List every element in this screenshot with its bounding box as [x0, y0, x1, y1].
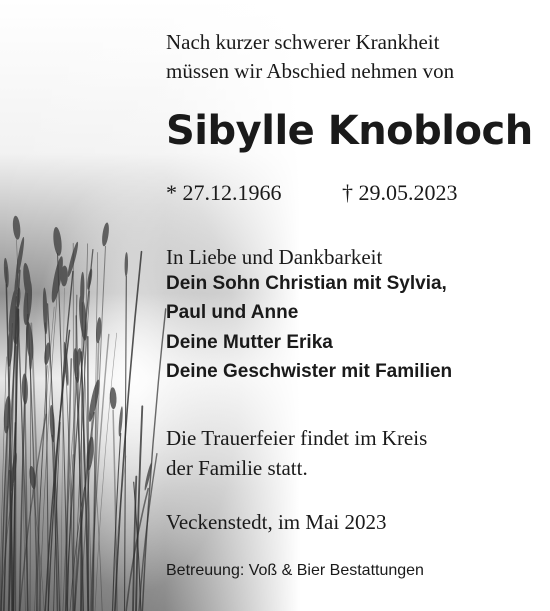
mourner-line: Paul und Anne — [166, 302, 299, 323]
death-date: † 29.05.2023 — [342, 180, 458, 205]
mourner-line: Dein Sohn Christian mit Sylvia, — [166, 273, 447, 294]
notice-text — [166, 0, 550, 611]
mourners-intro: In Liebe und Dankbarkeit — [166, 245, 383, 269]
undertaker-credit: Betreuung: Voß & Bier Bestattungen — [166, 562, 424, 579]
place-and-date: Veckenstedt, im Mai 2023 — [166, 510, 387, 534]
deceased-name: Sibylle Knobloch — [166, 108, 533, 154]
funeral-info-line-2: der Familie statt. — [166, 456, 308, 480]
mourner-line: Deine Mutter Erika — [166, 332, 333, 353]
mourner-line: Deine Geschwister mit Familien — [166, 361, 453, 382]
intro-line-2: müssen wir Abschied nehmen von — [166, 59, 455, 83]
funeral-info-line-1: Die Trauerfeier findet im Kreis — [166, 426, 428, 450]
intro-line-1: Nach kurzer schwerer Krankheit — [166, 30, 440, 54]
birth-date: * 27.12.1966 — [166, 180, 282, 205]
